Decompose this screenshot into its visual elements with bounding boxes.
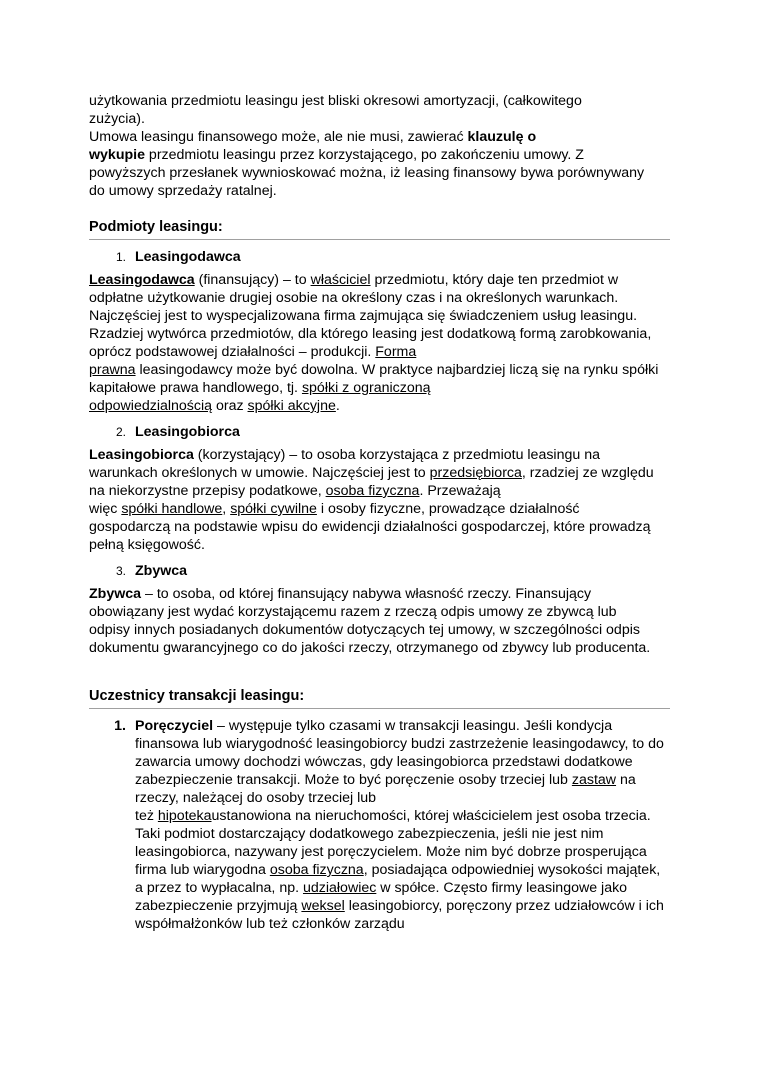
text-run: więc <box>89 501 122 517</box>
link-spolki-zoo[interactable]: odpowiedzialnością <box>89 398 213 414</box>
link-spolki-cywilne[interactable]: spółki cywilne <box>230 501 317 517</box>
list-number: 1. <box>115 250 126 264</box>
text-run: też <box>135 808 158 824</box>
bold-term: klauzulę o <box>467 129 537 145</box>
list-label: Leasingobiorca <box>135 424 240 440</box>
paragraph-zbywca <box>89 585 654 657</box>
text-run: leasingobiorcy, poręczony przez udziałowców i ich współmałżonków lub też członków zarządu <box>135 898 664 932</box>
link-osoba-fizyczna[interactable]: osoba fizyczna <box>269 862 364 878</box>
text-run: . Przeważają <box>419 483 501 499</box>
paragraph-leasingobiorca <box>89 446 664 554</box>
text-run: i osoby fizyczne, prowadzące działalność gospodarczą na podstawie wpisu do ewidencji działalności gospodarczej, które prowadzą pełną księgowość. <box>89 501 651 553</box>
text-run: przedmiotu, który daje ten przedmiot w odpłatne użytkowanie drugiej osobie na określony czas i na określonych warunkach. Najczęściej jest to wyspecjalizowana firma zajmująca się świadczeniem usług leasingu. Rzadziej wytwórca przedmiotów, dla którego leasing jest dodatkową formą zarobkowania, oprócz podstawowej działalności – produkcji. <box>89 272 652 360</box>
intro-line-1: użytkowania przedmiotu leasingu jest bliski okresowi amortyzacji, (całkowitego <box>89 93 582 109</box>
paragraph-leasingodawca <box>89 271 670 415</box>
bold-term: Leasingobiorca <box>89 447 194 463</box>
text-run: . <box>335 398 340 414</box>
bold-term: Zbywca <box>89 586 142 602</box>
link-zastaw[interactable]: zastaw <box>571 772 617 788</box>
link-forma-prawna[interactable]: prawna <box>89 362 136 378</box>
section-heading-podmioty: Podmioty leasingu: <box>89 218 670 240</box>
list-label: Leasingodawca <box>135 249 241 265</box>
list-number: 2. <box>115 425 126 439</box>
text-run: – występuje tylko czasami w transakcji leasingu. Jeśli kondycja finansowa lub wiarygodność leasingobiorcy budzi zastrzeżenie leasingodawcy, to do zawarcia umowy dochodzi wówczas, gdy leasingobiorca przedstawi dodatkowe zabezpieczenie transakcji. Może to być poręczenie osoby trzeciej lub <box>135 718 664 788</box>
list-item-poreczyciel <box>89 717 670 933</box>
link-osoba-fizyczna[interactable]: osoba fizyczna <box>325 483 420 499</box>
text-run: leasingodawcy może być dowolna. W praktyce najbardziej liczą się na rynku spółki kapitałowe prawa handlowego, tj. <box>89 362 659 396</box>
list-label: Zbywca <box>135 563 188 579</box>
text-run: (finansujący) – to <box>194 272 311 288</box>
list-item <box>89 248 670 266</box>
link-leasingodawca[interactable]: Leasingodawca <box>89 272 195 288</box>
link-wlasciciel[interactable]: właściciel <box>310 272 371 288</box>
text-run: Umowa leasingu finansowego może, ale nie musi, zawierać <box>89 129 468 145</box>
document-page <box>89 92 670 933</box>
section-heading-uczestnicy: Uczestnicy transakcji leasingu: <box>89 687 670 709</box>
link-spolki-zoo[interactable]: spółki z ograniczoną <box>301 380 431 396</box>
list-number: 1. <box>114 718 126 734</box>
list-number: 3. <box>115 564 126 578</box>
list-item <box>89 423 670 441</box>
link-spolki-handlowe[interactable]: spółki handlowe <box>121 501 223 517</box>
link-forma-prawna[interactable]: Forma <box>375 344 417 360</box>
list-item <box>89 562 670 580</box>
link-spolki-akcyjne[interactable]: spółki akcyjne <box>247 398 336 414</box>
list-item-body <box>135 717 670 933</box>
link-udzialowiec[interactable]: udziałowiec <box>302 880 377 896</box>
text-run: w spółce. Często firmy leasingowe jako zabezpieczenie przyjmują <box>135 880 628 914</box>
text-run: ustanowiona na nieruchomości, której właścicielem jest osoba trzecia. Taki podmiot dostarczający dodatkowego zabezpieczenia, jeśli nie jest nim leasingobiorca, nazywany jest poręczycielem. Może nim być dobrze prosperująca firma lub wiarygodna <box>135 808 651 878</box>
bold-term: wykupie <box>89 147 145 163</box>
intro-line-2: zużycia). <box>89 111 145 127</box>
text-run: , rzadziej ze względu na niekorzystne przepisy podatkowe, <box>89 465 654 499</box>
text-run: – to osoba, od której finansujący nabywa własność rzeczy. Finansujący obowiązany jest wydać korzystającemu razem z rzeczą odpis umowy ze zbywcą lub odpisy innych posiadanych dokumentów dotyczących tej umowy, w szczególności odpis dokumentu gwarancyjnego co do jakości rzeczy, otrzymanego od zbywcy lub producenta. <box>89 586 651 656</box>
link-przedsiebiorca[interactable]: przedsiębiorca <box>429 465 522 481</box>
text-run: na rzeczy, należącej do osoby trzeciej lub <box>135 772 636 806</box>
link-hipoteka[interactable]: hipoteka <box>157 808 212 824</box>
link-weksel[interactable]: weksel <box>301 898 345 914</box>
text-run: oraz <box>212 398 248 414</box>
text-run: , posiadająca odpowiedniej wysokości majątek, a przez to wypłacalna, np. <box>135 862 661 896</box>
intro-paragraph-2 <box>89 128 649 200</box>
bold-term: Poręczyciel <box>135 718 214 734</box>
text-run: (korzystający) – to osoba korzystająca z przedmiotu leasingu na warunkach określonych w umowie. Najczęściej jest to <box>89 447 600 481</box>
text-run: przedmiotu leasingu przez korzystającego, po zakończeniu umowy. Z powyższych przesłanek wywnioskować można, iż leasing finansowy bywa porównywany do umowy sprzedaży ratalnej. <box>89 147 645 199</box>
text-run: , <box>222 501 231 517</box>
